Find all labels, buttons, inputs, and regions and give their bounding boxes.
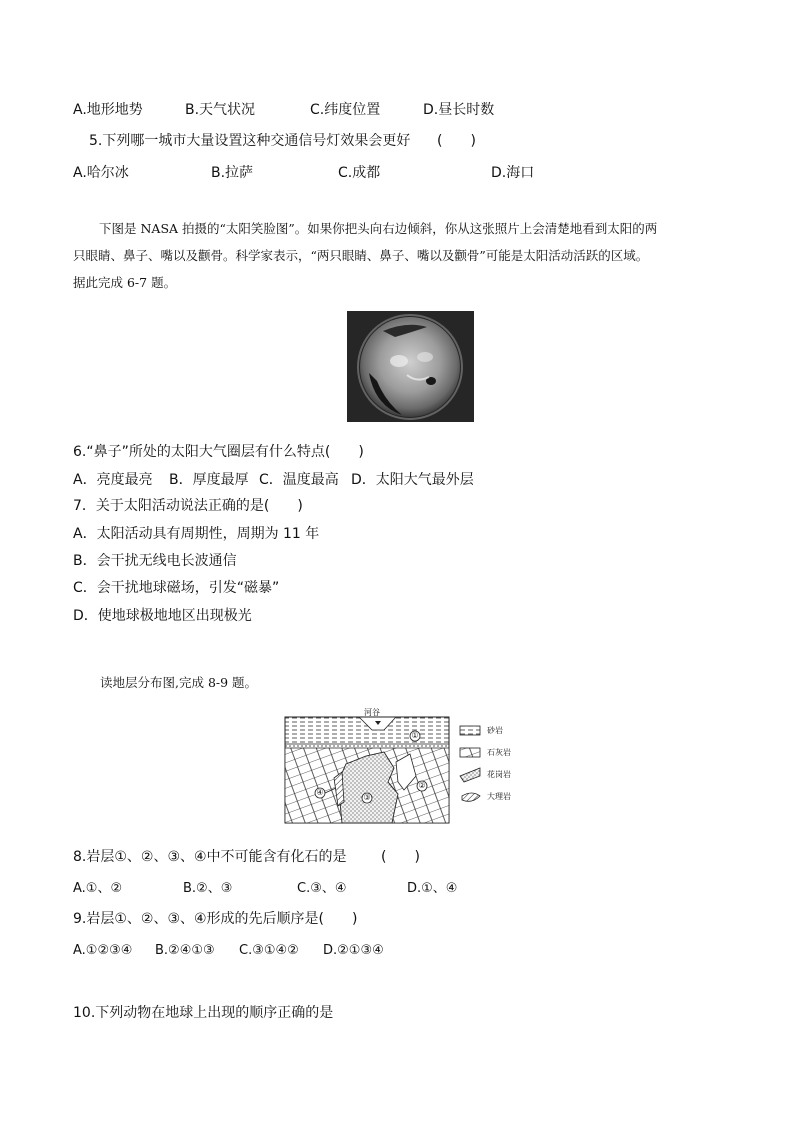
q8-stem (73, 848, 420, 866)
q9-option-b: B.②④①③ (155, 943, 215, 958)
q4-option-d: D.昼长时数 (423, 102, 495, 118)
q8-option-a: A.①、② (73, 881, 123, 896)
q5-option-a: A.哈尔冰 (73, 165, 129, 181)
q7-option-c: C．会干扰地球磁场，引发“磁暴” (73, 580, 280, 596)
q4-option-c: C.纬度位置 (310, 102, 381, 118)
q5-answer-blank: ( ) (437, 133, 476, 149)
q5-stem (89, 132, 476, 150)
q6-stem: 6.“鼻子”所处的太阳大气圈层有什么特点( ) (73, 444, 364, 460)
marker-4: ④ (316, 788, 324, 797)
q6-option-d: D．太阳大气最外层 (351, 472, 474, 488)
passage-sun-line-2: 只眼睛、鼻子、嘴以及颧骨。科学家表示，“两只眼睛、鼻子、嘴以及颧骨”可能是太阳活动活跃的区域。 (73, 248, 649, 263)
q8-option-d: D.①、④ (407, 881, 458, 896)
q10-stem: 10.下列动物在地球上出现的顺序正确的是 (73, 1005, 334, 1021)
legend-marble: 大理岩 (487, 792, 511, 801)
q9-stem: 9.岩层①、②、③、④形成的先后顺序是( ) (73, 911, 358, 927)
marker-2: ② (418, 781, 426, 790)
legend-granite: 花岗岩 (487, 770, 511, 779)
q6-option-b: B．厚度最厚 (169, 472, 249, 488)
q5-option-d: D.海口 (491, 165, 535, 181)
q6-option-c: C．温度最高 (259, 472, 339, 488)
valley-label: 河谷 (364, 708, 380, 717)
q8-stem-text: 8.岩层①、②、③、④中不可能含有化石的是 (73, 849, 347, 865)
marker-3: ③ (363, 793, 371, 802)
q9-option-c: C.③①④② (239, 943, 299, 958)
q8-option-c: C.③、④ (297, 881, 347, 896)
q7-option-a: A．太阳活动具有周期性，周期为 11 年 (73, 526, 320, 542)
q4-option-a: A.地形地势 (73, 102, 143, 118)
q8-answer-blank: ( ) (381, 849, 420, 865)
q9-option-d: D.②①③④ (323, 943, 384, 958)
legend-sandstone: 砂岩 (487, 726, 503, 735)
passage-strata: 读地层分布图,完成 8-9 题。 (100, 675, 258, 690)
q5-option-b: B.拉萨 (211, 165, 254, 181)
q5-option-c: C.成都 (338, 165, 381, 181)
passage-sun-line-1: 下图是 NASA 拍摄的“太阳笑脸图”。如果你把头向右边倾斜，你从这张照片上会清楚地看到太阳的两 (99, 221, 658, 236)
strata-diagram (284, 708, 532, 824)
q7-option-b: B．会干扰无线电长波通信 (73, 553, 237, 569)
q9-option-a: A.①②③④ (73, 943, 133, 958)
q7-stem: 7．关于太阳活动说法正确的是( ) (73, 498, 303, 514)
q6-option-a: A．亮度最亮 (73, 472, 153, 488)
q5-stem-text: 5.下列哪一城市大量设置这种交通信号灯效果会更好 (89, 133, 411, 149)
q7-option-d: D．使地球极地地区出现极光 (73, 608, 252, 624)
sun-disc-graphic (347, 311, 474, 422)
q4-option-b: B.天气状况 (185, 102, 256, 118)
q8-option-b: B.②、③ (183, 881, 233, 896)
legend-limestone: 石灰岩 (487, 748, 511, 757)
passage-sun-line-3: 据此完成 6-7 题。 (73, 275, 177, 290)
marker-1: ① (411, 731, 419, 740)
sun-smiley-photo (347, 311, 474, 422)
